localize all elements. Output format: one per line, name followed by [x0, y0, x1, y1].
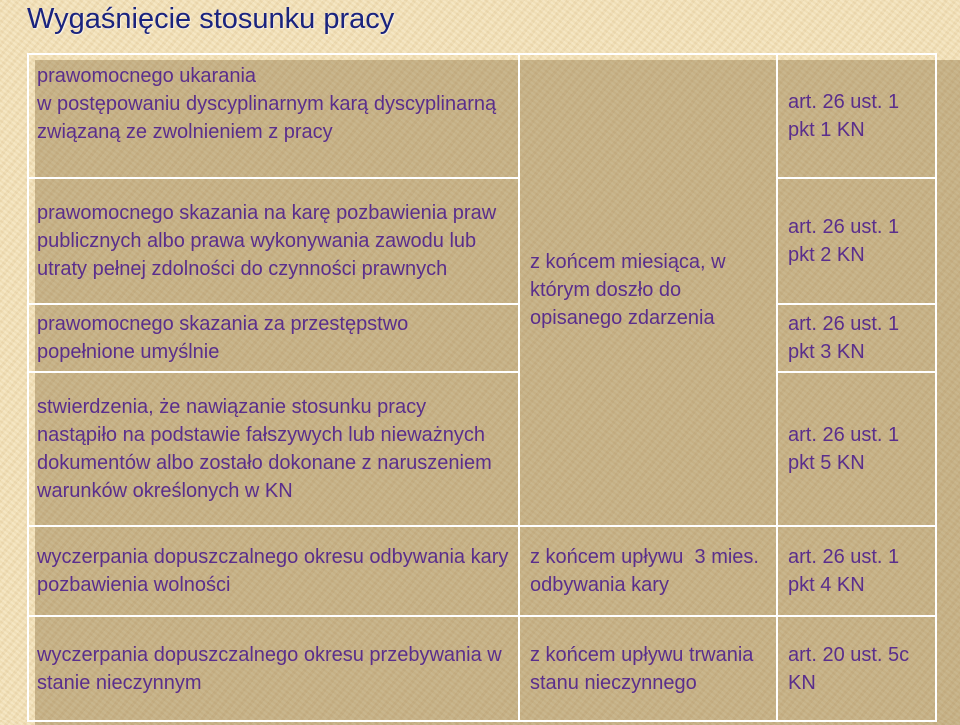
moment-cell-shared — [519, 54, 777, 526]
legal-basis-text: art. 26 ust. 1 pkt 2 KN — [788, 216, 900, 266]
legal-basis-text: art. 20 ust. 5c KN — [788, 643, 910, 694]
reason-cell — [28, 54, 519, 178]
table-row — [28, 526, 936, 616]
moment-text: z końcem upływu trwania stanu nieczynnego — [530, 643, 754, 694]
reason-cell — [28, 372, 519, 526]
reason-text: prawomocnego ukarania w postępowaniu dyscyplinarnym karą dyscyplinarną związaną ze zwolnieniem z pracy — [37, 65, 497, 143]
reason-text: wyczerpania dopuszczalnego okresu przebywania w stanie nieczynnym — [37, 643, 502, 694]
reason-cell — [28, 616, 519, 721]
legal-basis-cell — [777, 178, 936, 304]
moment-text: z końcem upływu 3 mies. odbywania kary — [530, 546, 765, 596]
moment-cell — [519, 616, 777, 721]
legal-basis-text: art. 26 ust. 1 pkt 4 KN — [788, 546, 900, 596]
legal-basis-cell — [777, 372, 936, 526]
table-row — [28, 178, 936, 304]
reason-text: prawomocnego skazania za przestępstwo popełnione umyślnie — [37, 313, 409, 363]
moment-cell — [519, 526, 777, 616]
legal-basis-cell — [777, 616, 936, 721]
legal-basis-text: art. 26 ust. 1 pkt 5 KN — [788, 424, 900, 474]
termination-table — [27, 53, 937, 722]
table-row — [28, 616, 936, 721]
slide-title: Wygaśnięcie stosunku pracy — [27, 3, 395, 35]
legal-basis-cell — [777, 54, 936, 178]
reason-text: stwierdzenia, że nawiązanie stosunku pracy nastąpiło na podstawie fałszywych lub nieważnych dokumentów albo zostało dokonane z naruszeniem warunków określonych w KN — [37, 396, 492, 502]
reason-text: prawomocnego skazania na karę pozbawienia praw publicznych albo prawa wykonywania zawodu lub utraty pełnej zdolności do czynności prawnych — [37, 202, 497, 280]
moment-text: z końcem miesiąca, w którym doszło do opisanego zdarzenia — [530, 251, 726, 329]
table-row — [28, 372, 936, 526]
reason-text: wyczerpania dopuszczalnego okresu odbywania kary pozbawienia wolności — [37, 546, 509, 596]
table-row — [28, 304, 936, 372]
table-row — [28, 54, 936, 178]
legal-basis-cell — [777, 526, 936, 616]
legal-basis-text: art. 26 ust. 1 pkt 1 KN — [788, 91, 900, 141]
reason-cell — [28, 178, 519, 304]
legal-basis-cell — [777, 304, 936, 372]
reason-cell — [28, 304, 519, 372]
legal-basis-text: art. 26 ust. 1 pkt 3 KN — [788, 313, 900, 363]
reason-cell — [28, 526, 519, 616]
